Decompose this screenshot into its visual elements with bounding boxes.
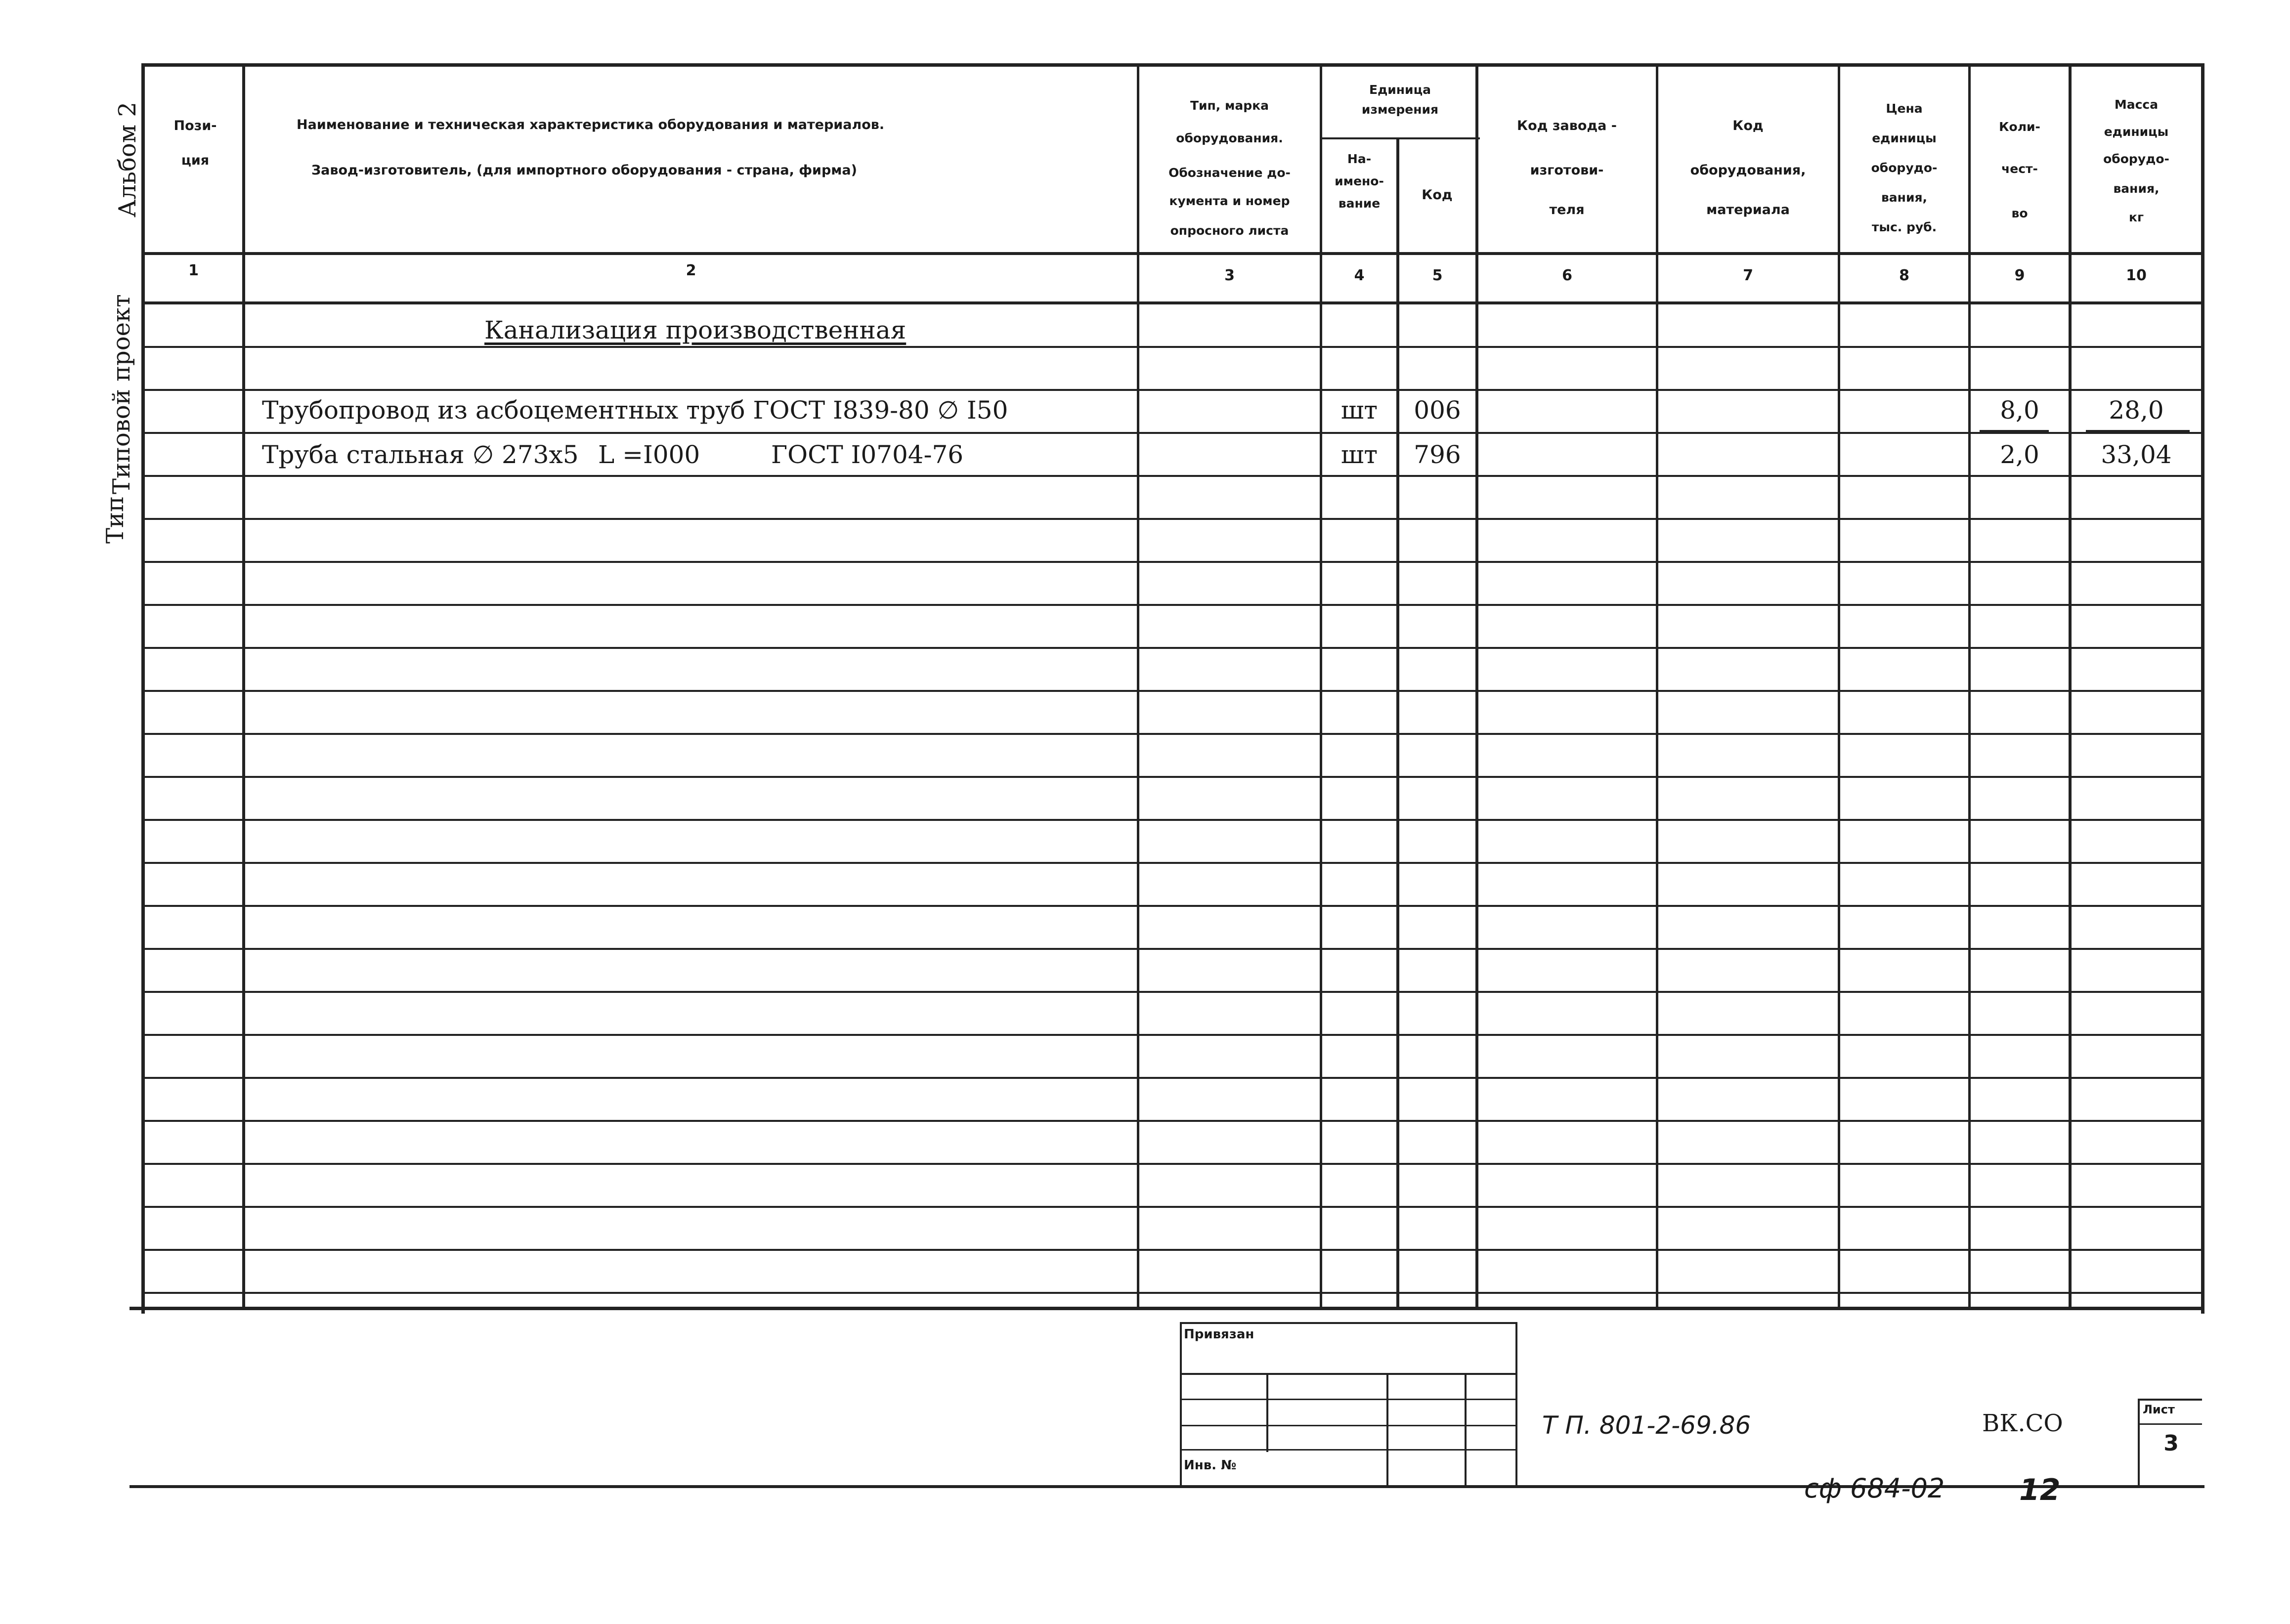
header-position-2: ция bbox=[181, 153, 210, 168]
row-1-qty: 8,0 bbox=[2000, 396, 2039, 425]
header-unit-line2: измерения bbox=[1361, 102, 1439, 117]
header-type-line2: оборудования. bbox=[1176, 131, 1283, 145]
header-unit-name-line3: вание bbox=[1338, 196, 1381, 211]
row-rule bbox=[143, 1206, 2204, 1208]
col-number-1: 1 bbox=[188, 262, 199, 279]
row-2-unit: шт bbox=[1340, 440, 1378, 469]
header-factory-code-line2: изготови- bbox=[1530, 163, 1604, 178]
header-price-line4: вания, bbox=[1881, 190, 1928, 205]
header-mass-line4: вания, bbox=[2113, 181, 2160, 196]
header-type-line4: кумента и номер bbox=[1169, 194, 1290, 208]
row-rule bbox=[143, 862, 2204, 864]
footer-page-number: 12 bbox=[2019, 1473, 2061, 1507]
row-1-unit: шт bbox=[1340, 396, 1378, 425]
row-rule bbox=[143, 1120, 2204, 1122]
header-qty-line1: Коли- bbox=[1999, 120, 2040, 134]
row-1-name: Трубопровод из асбоцементных труб ГОСТ I839-80 ∅ I50 bbox=[262, 396, 1008, 425]
col-number-6: 6 bbox=[1562, 267, 1572, 284]
header-unit-line1: Единица bbox=[1369, 83, 1431, 97]
row-rule bbox=[143, 690, 2204, 692]
row-rule bbox=[143, 1077, 2204, 1079]
header-qty-line3: во bbox=[2011, 206, 2028, 220]
header-mass-line5: кг bbox=[2128, 210, 2144, 224]
header-unit-code: Код bbox=[1422, 187, 1453, 203]
col-number-7: 7 bbox=[1743, 267, 1753, 284]
row-rule bbox=[143, 604, 2204, 606]
row-rule bbox=[143, 518, 2204, 520]
col-number-5: 5 bbox=[1432, 267, 1443, 284]
header-mass-line1: Масса bbox=[2114, 97, 2159, 112]
side-label-typical-project: Типовой проект bbox=[108, 294, 135, 494]
row-2-length: L =I000 bbox=[598, 440, 700, 469]
row-rule bbox=[143, 475, 2204, 477]
row-rule bbox=[143, 1163, 2204, 1165]
row-2-qty: 2,0 bbox=[2000, 440, 2039, 469]
row-rule bbox=[143, 432, 2204, 434]
row-rule bbox=[143, 733, 2204, 735]
col-number-2: 2 bbox=[686, 262, 696, 279]
header-mass-line3: оборудо- bbox=[2103, 152, 2169, 166]
row-rule bbox=[143, 1249, 2204, 1251]
footer-order-number: сф 684-02 bbox=[1804, 1473, 1945, 1504]
header-type-line3: Обозначение до- bbox=[1168, 166, 1291, 180]
row-rule bbox=[143, 905, 2204, 907]
header-type-line1: Тип, марка bbox=[1190, 98, 1269, 113]
header-factory-code-line1: Код завода - bbox=[1517, 118, 1617, 133]
row-2-mass: 33,04 bbox=[2101, 440, 2172, 469]
mass-underline bbox=[2086, 430, 2190, 432]
col-number-8: 8 bbox=[1899, 267, 1909, 284]
header-unit-name-line2: имено- bbox=[1335, 174, 1384, 188]
header-price-line5: тыс. руб. bbox=[1871, 220, 1937, 234]
stamp-sheet-number: 3 bbox=[2163, 1431, 2179, 1456]
row-rule bbox=[143, 991, 2204, 993]
qty-underline bbox=[1980, 430, 2049, 432]
header-price-line1: Цена bbox=[1886, 101, 1923, 116]
header-factory-code-line3: теля bbox=[1549, 202, 1585, 217]
side-label-type: Тип bbox=[101, 496, 129, 544]
side-label-album: Альбом 2 bbox=[114, 102, 141, 217]
row-rule bbox=[143, 819, 2204, 821]
section-title: Канализация производственная bbox=[484, 316, 907, 344]
header-type-line5: опросного листа bbox=[1170, 223, 1289, 238]
row-rule bbox=[143, 948, 2204, 950]
header-equip-code-line1: Код bbox=[1732, 118, 1764, 133]
col-number-3: 3 bbox=[1224, 267, 1235, 284]
header-name-line2: Завод-изготовитель, (для импортного оборудования - страна, фирма) bbox=[311, 163, 857, 178]
col-number-10: 10 bbox=[2126, 267, 2147, 284]
row-1-mass: 28,0 bbox=[2109, 396, 2164, 425]
stamp-attached-label: Привязан bbox=[1184, 1327, 1254, 1342]
row-rule bbox=[143, 1034, 2204, 1036]
col-number-4: 4 bbox=[1354, 267, 1365, 284]
header-position-1: Пози- bbox=[173, 118, 217, 133]
header-price-line3: оборудо- bbox=[1871, 161, 1938, 175]
header-name-line1: Наименование и техническая характеристика оборудования и материалов. bbox=[297, 117, 885, 132]
header-price-line2: единицы bbox=[1872, 131, 1937, 145]
header-qty-line2: чест- bbox=[2001, 162, 2038, 176]
header-equip-code-line2: оборудования, bbox=[1690, 163, 1806, 178]
header-mass-line2: единицы bbox=[2104, 125, 2169, 139]
row-rule bbox=[143, 561, 2204, 563]
stamp-inv-label: Инв. № bbox=[1184, 1458, 1237, 1473]
row-rule bbox=[143, 1292, 2204, 1294]
row-rule bbox=[143, 647, 2204, 649]
header-unit-name-line1: На- bbox=[1347, 152, 1372, 166]
stamp-project-code: Т П. 801-2-69.86 bbox=[1542, 1411, 1751, 1440]
stamp-sheet-label: Лист bbox=[2143, 1403, 2175, 1416]
row-2-code: 796 bbox=[1414, 440, 1461, 469]
row-1-code: 006 bbox=[1414, 396, 1461, 425]
stamp-sheet-mark: ВК.СО bbox=[1982, 1410, 2063, 1437]
row-rule bbox=[143, 776, 2204, 778]
col-number-9: 9 bbox=[2014, 267, 2025, 284]
row-2-name: Труба стальная ∅ 273x5 bbox=[262, 440, 579, 469]
row-2-gost: ГОСТ I0704-76 bbox=[771, 440, 964, 469]
row-rule bbox=[143, 346, 2204, 348]
header-equip-code-line3: материала bbox=[1706, 202, 1790, 217]
